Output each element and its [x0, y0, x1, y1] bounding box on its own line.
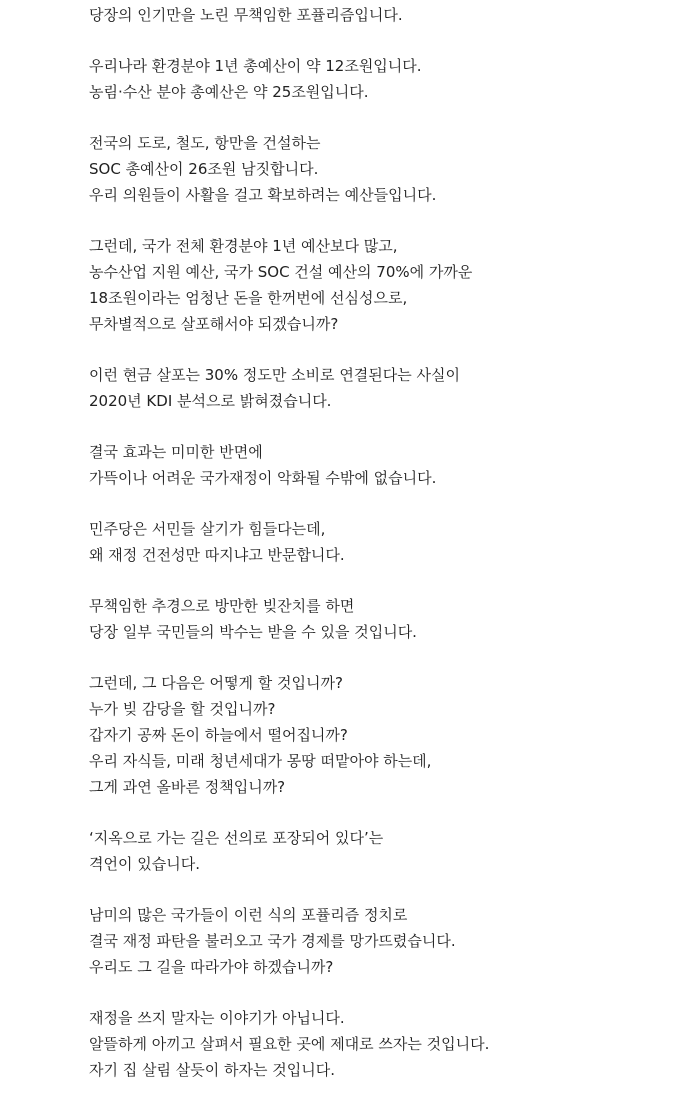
text-line: 2020년 KDI 분석으로 밝혀졌습니다.	[89, 392, 332, 410]
paragraph	[89, 362, 689, 414]
text-line: ‘지옥으로 가는 길은 선의로 포장되어 있다’는	[89, 829, 384, 847]
text-line: 왜 재정 건전성만 따지냐고 반문합니다.	[89, 546, 345, 564]
paragraph	[89, 53, 689, 105]
paragraph	[89, 2, 689, 28]
paragraph	[89, 233, 689, 337]
text-line: 우리도 그 길을 따라가야 하겠습니까?	[89, 958, 334, 976]
text-line: 그런데, 국가 전체 환경분야 1년 예산보다 많고,	[89, 237, 398, 255]
text-line: 당장 일부 국민들의 박수는 받을 수 있을 것입니다.	[89, 623, 417, 641]
text-line: 당장의 인기만을 노린 무책임한 포퓰리즘입니다.	[89, 6, 403, 24]
paragraph	[89, 902, 689, 980]
document-body	[89, 2, 689, 1108]
text-line: 누가 빚 감당을 할 것입니까?	[89, 700, 276, 718]
text-line: 결국 효과는 미미한 반면에	[89, 443, 263, 461]
text-line: 18조원이라는 엄청난 돈을 한꺼번에 선심성으로,	[89, 289, 408, 307]
text-line: 갑자기 공짜 돈이 하늘에서 떨어집니까?	[89, 726, 348, 744]
text-line: 가뜩이나 어려운 국가재정이 악화될 수밖에 없습니다.	[89, 469, 437, 487]
paragraph	[89, 439, 689, 491]
paragraph	[89, 130, 689, 208]
text-line: 농수산업 지원 예산, 국가 SOC 건설 예산의 70%에 가까운	[89, 263, 473, 281]
text-line: SOC 총예산이 26조원 남짓합니다.	[89, 160, 319, 178]
paragraph	[89, 825, 689, 877]
text-line: 그게 과연 올바른 정책입니까?	[89, 778, 286, 796]
paragraph	[89, 516, 689, 568]
text-line: 남미의 많은 국가들이 이런 식의 포퓰리즘 정치로	[89, 906, 408, 924]
text-line: 무차별적으로 살포해서야 되겠습니까?	[89, 315, 339, 333]
text-line: 무책임한 추경으로 방만한 빚잔치를 하면	[89, 597, 355, 615]
text-line: 알뜰하게 아끼고 살펴서 필요한 곳에 제대로 쓰자는 것입니다.	[89, 1035, 490, 1053]
text-line: 결국 재정 파탄을 불러오고 국가 경제를 망가뜨렸습니다.	[89, 932, 456, 950]
text-line: 우리 자식들, 미래 청년세대가 몽땅 떠맡아야 하는데,	[89, 752, 432, 770]
text-line: 전국의 도로, 철도, 항만을 건설하는	[89, 134, 321, 152]
text-line: 격언이 있습니다.	[89, 855, 200, 873]
paragraph	[89, 1005, 689, 1083]
text-line: 농림·수산 분야 총예산은 약 25조원입니다.	[89, 83, 369, 101]
text-line: 우리 의원들이 사활을 걸고 확보하려는 예산들입니다.	[89, 186, 437, 204]
text-line: 우리나라 환경분야 1년 총예산이 약 12조원입니다.	[89, 57, 422, 75]
text-line: 자기 집 살림 살듯이 하자는 것입니다.	[89, 1061, 335, 1079]
paragraph	[89, 670, 689, 800]
text-line: 이런 현금 살포는 30% 정도만 소비로 연결된다는 사실이	[89, 366, 461, 384]
text-line: 민주당은 서민들 살기가 힘들다는데,	[89, 520, 326, 538]
paragraph	[89, 593, 689, 645]
text-line: 재정을 쓰지 말자는 이야기가 아닙니다.	[89, 1009, 345, 1027]
text-line: 그런데, 그 다음은 어떻게 할 것입니까?	[89, 674, 343, 692]
